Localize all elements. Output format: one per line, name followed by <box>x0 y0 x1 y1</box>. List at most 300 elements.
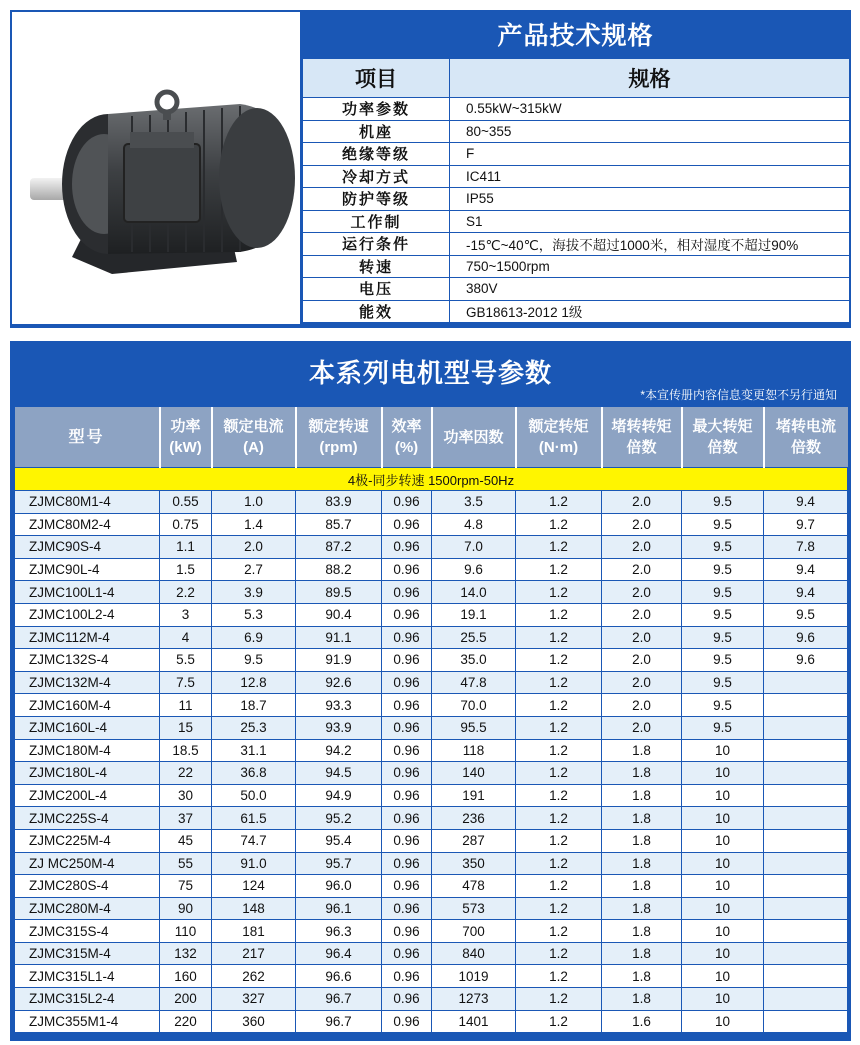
spec-row <box>303 210 850 233</box>
spec-item-label: 冷却方式 <box>303 165 450 188</box>
table-cell: 1.2 <box>516 626 602 649</box>
table-cell: 2.0 <box>602 716 682 739</box>
table-cell: 0.96 <box>382 852 432 875</box>
column-header <box>160 407 212 468</box>
table-cell: 1.8 <box>602 875 682 898</box>
table-row <box>15 762 848 785</box>
table-cell: 2.0 <box>602 513 682 536</box>
table-cell <box>764 852 848 875</box>
table-cell: 9.5 <box>682 671 764 694</box>
table-cell: 36.8 <box>212 762 296 785</box>
table-cell <box>764 694 848 717</box>
table-cell: 2.0 <box>212 536 296 559</box>
table-cell: 2.0 <box>602 491 682 514</box>
spec-row <box>303 143 850 166</box>
table-cell: 3.9 <box>212 581 296 604</box>
spec-header-item: 项目 <box>303 59 450 98</box>
model-cell: ZJMC280M-4 <box>15 897 160 920</box>
column-header-line: 功率因数 <box>443 428 504 446</box>
table-cell: 262 <box>212 965 296 988</box>
table-cell <box>764 829 848 852</box>
model-cell: ZJMC90S-4 <box>15 536 160 559</box>
spec-header-row <box>303 59 850 98</box>
table-cell: 0.96 <box>382 581 432 604</box>
table-cell: 10 <box>682 988 764 1011</box>
table-cell: 96.7 <box>296 988 382 1011</box>
spec-row <box>303 98 850 121</box>
model-cell: ZJMC132S-4 <box>15 649 160 672</box>
table-cell: 1.2 <box>516 536 602 559</box>
spec-item-label: 能效 <box>303 300 450 323</box>
column-header-line: 型号 <box>68 428 105 446</box>
spec-row <box>303 188 850 211</box>
table-cell: 840 <box>432 942 516 965</box>
table-row <box>15 581 848 604</box>
column-header <box>382 407 432 468</box>
table-cell: 236 <box>432 807 516 830</box>
table-cell: 0.96 <box>382 694 432 717</box>
spec-row <box>303 278 850 301</box>
table-cell: 9.5 <box>682 694 764 717</box>
table-cell: 90.4 <box>296 603 382 626</box>
spec-title: 产品技术规格 <box>497 22 654 50</box>
table-cell: 9.6 <box>764 649 848 672</box>
table-cell: 25.5 <box>432 626 516 649</box>
spec-header-spec: 规格 <box>450 59 850 98</box>
table-cell: 10 <box>682 942 764 965</box>
table-cell: 191 <box>432 784 516 807</box>
table-cell: 93.3 <box>296 694 382 717</box>
column-header <box>682 407 764 468</box>
model-cell: ZJMC132M-4 <box>15 671 160 694</box>
table-row <box>15 875 848 898</box>
table-cell: 1.2 <box>516 739 602 762</box>
table-cell: 25.3 <box>212 716 296 739</box>
table-cell: 15 <box>160 716 212 739</box>
table-cell: 91.9 <box>296 649 382 672</box>
spec-row <box>303 165 850 188</box>
table-cell: 9.5 <box>764 603 848 626</box>
speed-band-row <box>15 468 848 491</box>
table-cell: 1019 <box>432 965 516 988</box>
model-cell: ZJMC90L-4 <box>15 558 160 581</box>
column-header <box>516 407 602 468</box>
table-cell: 95.2 <box>296 807 382 830</box>
table-cell: 1.8 <box>602 988 682 1011</box>
table-cell: 3 <box>160 603 212 626</box>
table-cell: 1.8 <box>602 739 682 762</box>
column-header-line: 堵转转矩 <box>611 418 672 435</box>
table-cell: 9.5 <box>682 626 764 649</box>
table-cell: 96.4 <box>296 942 382 965</box>
table-cell: 1.8 <box>602 829 682 852</box>
model-cell: ZJMC180L-4 <box>15 762 160 785</box>
table-cell: 1.8 <box>602 920 682 943</box>
column-header <box>212 407 296 468</box>
table-cell: 110 <box>160 920 212 943</box>
table-cell: 0.96 <box>382 942 432 965</box>
spec-item-label: 工作制 <box>303 210 450 233</box>
spec-item-value: -15℃~40℃，海拔不超过1000米，相对湿度不超过90% <box>450 233 850 256</box>
table-cell: 1.6 <box>602 1010 682 1033</box>
model-cell: ZJMC80M1-4 <box>15 491 160 514</box>
table-cell: 2.7 <box>212 558 296 581</box>
table-cell: 1.8 <box>602 942 682 965</box>
model-cell: ZJMC112M-4 <box>15 626 160 649</box>
table-row <box>15 965 848 988</box>
disclaimer-note: *本宣传册内容信息变更恕不另行通知 <box>640 388 837 402</box>
model-cell: ZJMC355M1-4 <box>15 1010 160 1033</box>
table-cell: 88.2 <box>296 558 382 581</box>
table-cell: 96.7 <box>296 1010 382 1033</box>
table-cell: 220 <box>160 1010 212 1033</box>
spec-item-label: 机座 <box>303 120 450 143</box>
model-cell: ZJMC200L-4 <box>15 784 160 807</box>
table-cell: 148 <box>212 897 296 920</box>
table-cell: 573 <box>432 897 516 920</box>
table-cell: 200 <box>160 988 212 1011</box>
table-row <box>15 852 848 875</box>
table-cell: 1.8 <box>602 762 682 785</box>
spec-item-value: 380V <box>450 278 850 301</box>
spec-item-value: F <box>450 143 850 166</box>
table-cell: 95.5 <box>432 716 516 739</box>
table-row <box>15 694 848 717</box>
table-cell: 1.8 <box>602 897 682 920</box>
table-cell: 160 <box>160 965 212 988</box>
table-cell: 1.2 <box>516 852 602 875</box>
table-cell: 31.1 <box>212 739 296 762</box>
column-header-line: (N·m) <box>538 439 579 456</box>
table-cell: 5.3 <box>212 603 296 626</box>
series-title: 本系列电机型号参数 <box>308 358 552 388</box>
table-cell: 9.4 <box>764 581 848 604</box>
table-cell: 95.4 <box>296 829 382 852</box>
table-cell: 9.5 <box>682 513 764 536</box>
table-cell <box>764 807 848 830</box>
table-cell: 61.5 <box>212 807 296 830</box>
table-row <box>15 920 848 943</box>
table-cell <box>764 739 848 762</box>
table-cell: 7.0 <box>432 536 516 559</box>
table-cell: 140 <box>432 762 516 785</box>
table-row <box>15 626 848 649</box>
table-cell <box>764 897 848 920</box>
table-cell: 9.5 <box>682 716 764 739</box>
table-row <box>15 739 848 762</box>
table-cell: 94.9 <box>296 784 382 807</box>
spec-item-label: 电压 <box>303 278 450 301</box>
spec-item-value: 750~1500rpm <box>450 255 850 278</box>
table-cell: 1.2 <box>516 716 602 739</box>
spec-item-value: IC411 <box>450 165 850 188</box>
table-cell: 18.7 <box>212 694 296 717</box>
table-cell: 2.0 <box>602 626 682 649</box>
table-cell: 1.2 <box>516 581 602 604</box>
table-cell <box>764 784 848 807</box>
table-cell: 0.96 <box>382 920 432 943</box>
motor-photo <box>12 12 300 324</box>
model-cell: ZJ MC250M-4 <box>15 852 160 875</box>
table-cell: 0.96 <box>382 988 432 1011</box>
table-cell: 10 <box>682 807 764 830</box>
table-cell <box>764 988 848 1011</box>
table-cell <box>764 762 848 785</box>
table-cell: 181 <box>212 920 296 943</box>
table-cell: 9.5 <box>682 603 764 626</box>
table-cell: 2.0 <box>602 694 682 717</box>
spec-item-value: S1 <box>450 210 850 233</box>
column-header-line: (kW) <box>169 439 202 456</box>
spec-row <box>303 120 850 143</box>
table-cell: 1.8 <box>602 852 682 875</box>
table-cell: 1.2 <box>516 513 602 536</box>
table-row <box>15 807 848 830</box>
table-cell: 4 <box>160 626 212 649</box>
table-cell: 9.4 <box>764 558 848 581</box>
table-cell: 11 <box>160 694 212 717</box>
table-cell: 10 <box>682 784 764 807</box>
table-cell: 10 <box>682 965 764 988</box>
spec-item-label: 防护等级 <box>303 188 450 211</box>
table-cell: 327 <box>212 988 296 1011</box>
spec-row <box>303 255 850 278</box>
table-cell: 95.7 <box>296 852 382 875</box>
table-cell: 4.8 <box>432 513 516 536</box>
table-row <box>15 829 848 852</box>
spec-item-label: 转速 <box>303 255 450 278</box>
table-cell: 9.5 <box>682 581 764 604</box>
table-cell: 1.4 <box>212 513 296 536</box>
table-cell: 700 <box>432 920 516 943</box>
table-cell <box>764 920 848 943</box>
table-cell: 0.96 <box>382 784 432 807</box>
table-cell: 1.2 <box>516 762 602 785</box>
model-cell: ZJMC315L1-4 <box>15 965 160 988</box>
table-cell: 7.5 <box>160 671 212 694</box>
table-cell: 1.8 <box>602 784 682 807</box>
table-cell: 9.6 <box>764 626 848 649</box>
model-cell: ZJMC100L2-4 <box>15 603 160 626</box>
table-cell: 91.0 <box>212 852 296 875</box>
table-cell: 9.5 <box>682 558 764 581</box>
spec-item-label: 运行条件 <box>303 233 450 256</box>
table-cell: 1.2 <box>516 942 602 965</box>
table-cell: 0.96 <box>382 626 432 649</box>
column-header-line: 额定电流 <box>223 418 284 435</box>
column-header <box>15 407 160 468</box>
spec-item-label: 功率参数 <box>303 98 450 121</box>
table-row <box>15 649 848 672</box>
table-cell: 7.8 <box>764 536 848 559</box>
column-header-line: 倍数 <box>707 439 738 456</box>
table-cell: 1.2 <box>516 965 602 988</box>
table-cell: 2.0 <box>602 603 682 626</box>
spec-item-value: GB18613-2012 1级 <box>450 300 850 323</box>
table-cell: 9.5 <box>682 649 764 672</box>
table-cell: 132 <box>160 942 212 965</box>
table-row <box>15 603 848 626</box>
spec-item-label: 绝缘等级 <box>303 143 450 166</box>
table-cell: 0.96 <box>382 649 432 672</box>
table-cell: 0.96 <box>382 739 432 762</box>
column-header-line: (%) <box>394 439 419 456</box>
table-cell: 0.96 <box>382 762 432 785</box>
table-cell: 0.96 <box>382 965 432 988</box>
table-cell: 0.96 <box>382 875 432 898</box>
table-cell: 1.0 <box>212 491 296 514</box>
table-cell: 1.1 <box>160 536 212 559</box>
table-cell: 2.2 <box>160 581 212 604</box>
spec-table <box>302 58 850 323</box>
table-cell: 96.1 <box>296 897 382 920</box>
table-cell: 1.2 <box>516 1010 602 1033</box>
table-cell: 9.7 <box>764 513 848 536</box>
table-cell: 1.2 <box>516 784 602 807</box>
table-cell <box>764 965 848 988</box>
column-header-line: 额定转速 <box>308 418 369 435</box>
model-cell: ZJMC315S-4 <box>15 920 160 943</box>
table-cell: 1401 <box>432 1010 516 1033</box>
table-cell: 37 <box>160 807 212 830</box>
table-cell: 287 <box>432 829 516 852</box>
table-cell: 10 <box>682 762 764 785</box>
table-cell: 12.8 <box>212 671 296 694</box>
model-cell: ZJMC180M-4 <box>15 739 160 762</box>
table-cell: 1.2 <box>516 920 602 943</box>
table-cell: 94.5 <box>296 762 382 785</box>
table-cell: 19.1 <box>432 603 516 626</box>
column-header-line: 倍数 <box>626 439 657 456</box>
table-row <box>15 897 848 920</box>
model-cell: ZJMC225S-4 <box>15 807 160 830</box>
table-cell: 87.2 <box>296 536 382 559</box>
column-header-line: 额定转矩 <box>528 418 589 435</box>
column-header-line: 最大转矩 <box>692 418 753 435</box>
model-cell: ZJMC80M2-4 <box>15 513 160 536</box>
table-row <box>15 536 848 559</box>
table-cell: 18.5 <box>160 739 212 762</box>
table-cell: 2.0 <box>602 671 682 694</box>
table-cell: 1.2 <box>516 694 602 717</box>
table-cell: 1.2 <box>516 829 602 852</box>
table-cell: 92.6 <box>296 671 382 694</box>
column-header <box>432 407 516 468</box>
table-cell: 93.9 <box>296 716 382 739</box>
table-row <box>15 513 848 536</box>
table-row <box>15 558 848 581</box>
column-header <box>296 407 382 468</box>
table-cell: 1.2 <box>516 649 602 672</box>
table-cell: 9.4 <box>764 491 848 514</box>
table-cell: 2.0 <box>602 581 682 604</box>
table-cell: 217 <box>212 942 296 965</box>
table-cell: 89.5 <box>296 581 382 604</box>
table-header-row <box>15 407 848 468</box>
series-panel <box>10 341 851 1041</box>
table-cell: 96.3 <box>296 920 382 943</box>
table-row <box>15 1010 848 1033</box>
column-header-line: 倍数 <box>790 439 821 456</box>
table-cell <box>764 875 848 898</box>
table-cell: 0.96 <box>382 603 432 626</box>
table-cell: 0.96 <box>382 513 432 536</box>
table-cell: 70.0 <box>432 694 516 717</box>
table-cell: 2.0 <box>602 536 682 559</box>
table-cell: 0.96 <box>382 807 432 830</box>
column-header-line: 堵转电流 <box>775 418 836 435</box>
model-cell: ZJMC160L-4 <box>15 716 160 739</box>
table-cell: 0.96 <box>382 671 432 694</box>
model-cell: ZJMC100L1-4 <box>15 581 160 604</box>
table-cell: 0.96 <box>382 897 432 920</box>
table-cell: 1273 <box>432 988 516 1011</box>
table-cell: 10 <box>682 829 764 852</box>
column-header-line: 功率 <box>170 418 201 435</box>
table-cell: 10 <box>682 920 764 943</box>
table-cell: 1.8 <box>602 965 682 988</box>
table-cell: 1.2 <box>516 807 602 830</box>
table-cell <box>764 716 848 739</box>
table-cell: 0.96 <box>382 491 432 514</box>
table-cell: 1.5 <box>160 558 212 581</box>
table-cell: 45 <box>160 829 212 852</box>
table-cell: 1.8 <box>602 807 682 830</box>
column-header-line: 效率 <box>391 418 422 435</box>
spec-row <box>303 233 850 256</box>
table-cell <box>764 1010 848 1033</box>
spec-item-value: 0.55kW~315kW <box>450 98 850 121</box>
model-params-table <box>14 407 848 1033</box>
table-cell: 1.2 <box>516 671 602 694</box>
table-row <box>15 784 848 807</box>
table-cell <box>764 671 848 694</box>
table-cell: 9.5 <box>682 536 764 559</box>
column-header-line: (rpm) <box>319 439 358 456</box>
table-cell: 1.2 <box>516 988 602 1011</box>
spec-row <box>303 300 850 323</box>
table-cell: 0.75 <box>160 513 212 536</box>
table-cell: 47.8 <box>432 671 516 694</box>
column-header <box>602 407 682 468</box>
table-cell: 0.96 <box>382 829 432 852</box>
model-cell: ZJMC315M-4 <box>15 942 160 965</box>
table-cell: 9.6 <box>432 558 516 581</box>
table-cell: 94.2 <box>296 739 382 762</box>
table-cell: 50.0 <box>212 784 296 807</box>
table-cell: 9.5 <box>682 491 764 514</box>
table-cell: 124 <box>212 875 296 898</box>
table-cell: 35.0 <box>432 649 516 672</box>
table-cell: 30 <box>160 784 212 807</box>
table-cell: 478 <box>432 875 516 898</box>
table-cell: 0.96 <box>382 1010 432 1033</box>
table-cell: 10 <box>682 1010 764 1033</box>
table-cell: 10 <box>682 897 764 920</box>
table-cell: 0.96 <box>382 558 432 581</box>
table-cell: 0.55 <box>160 491 212 514</box>
model-cell: ZJMC225M-4 <box>15 829 160 852</box>
table-cell: 91.1 <box>296 626 382 649</box>
table-cell: 96.6 <box>296 965 382 988</box>
table-cell: 83.9 <box>296 491 382 514</box>
table-cell: 1.2 <box>516 491 602 514</box>
table-cell: 1.2 <box>516 897 602 920</box>
table-cell: 96.0 <box>296 875 382 898</box>
table-cell: 5.5 <box>160 649 212 672</box>
electric-motor-image <box>12 12 300 324</box>
speed-band-label: 4极-同步转速 1500rpm-50Hz <box>15 468 848 491</box>
